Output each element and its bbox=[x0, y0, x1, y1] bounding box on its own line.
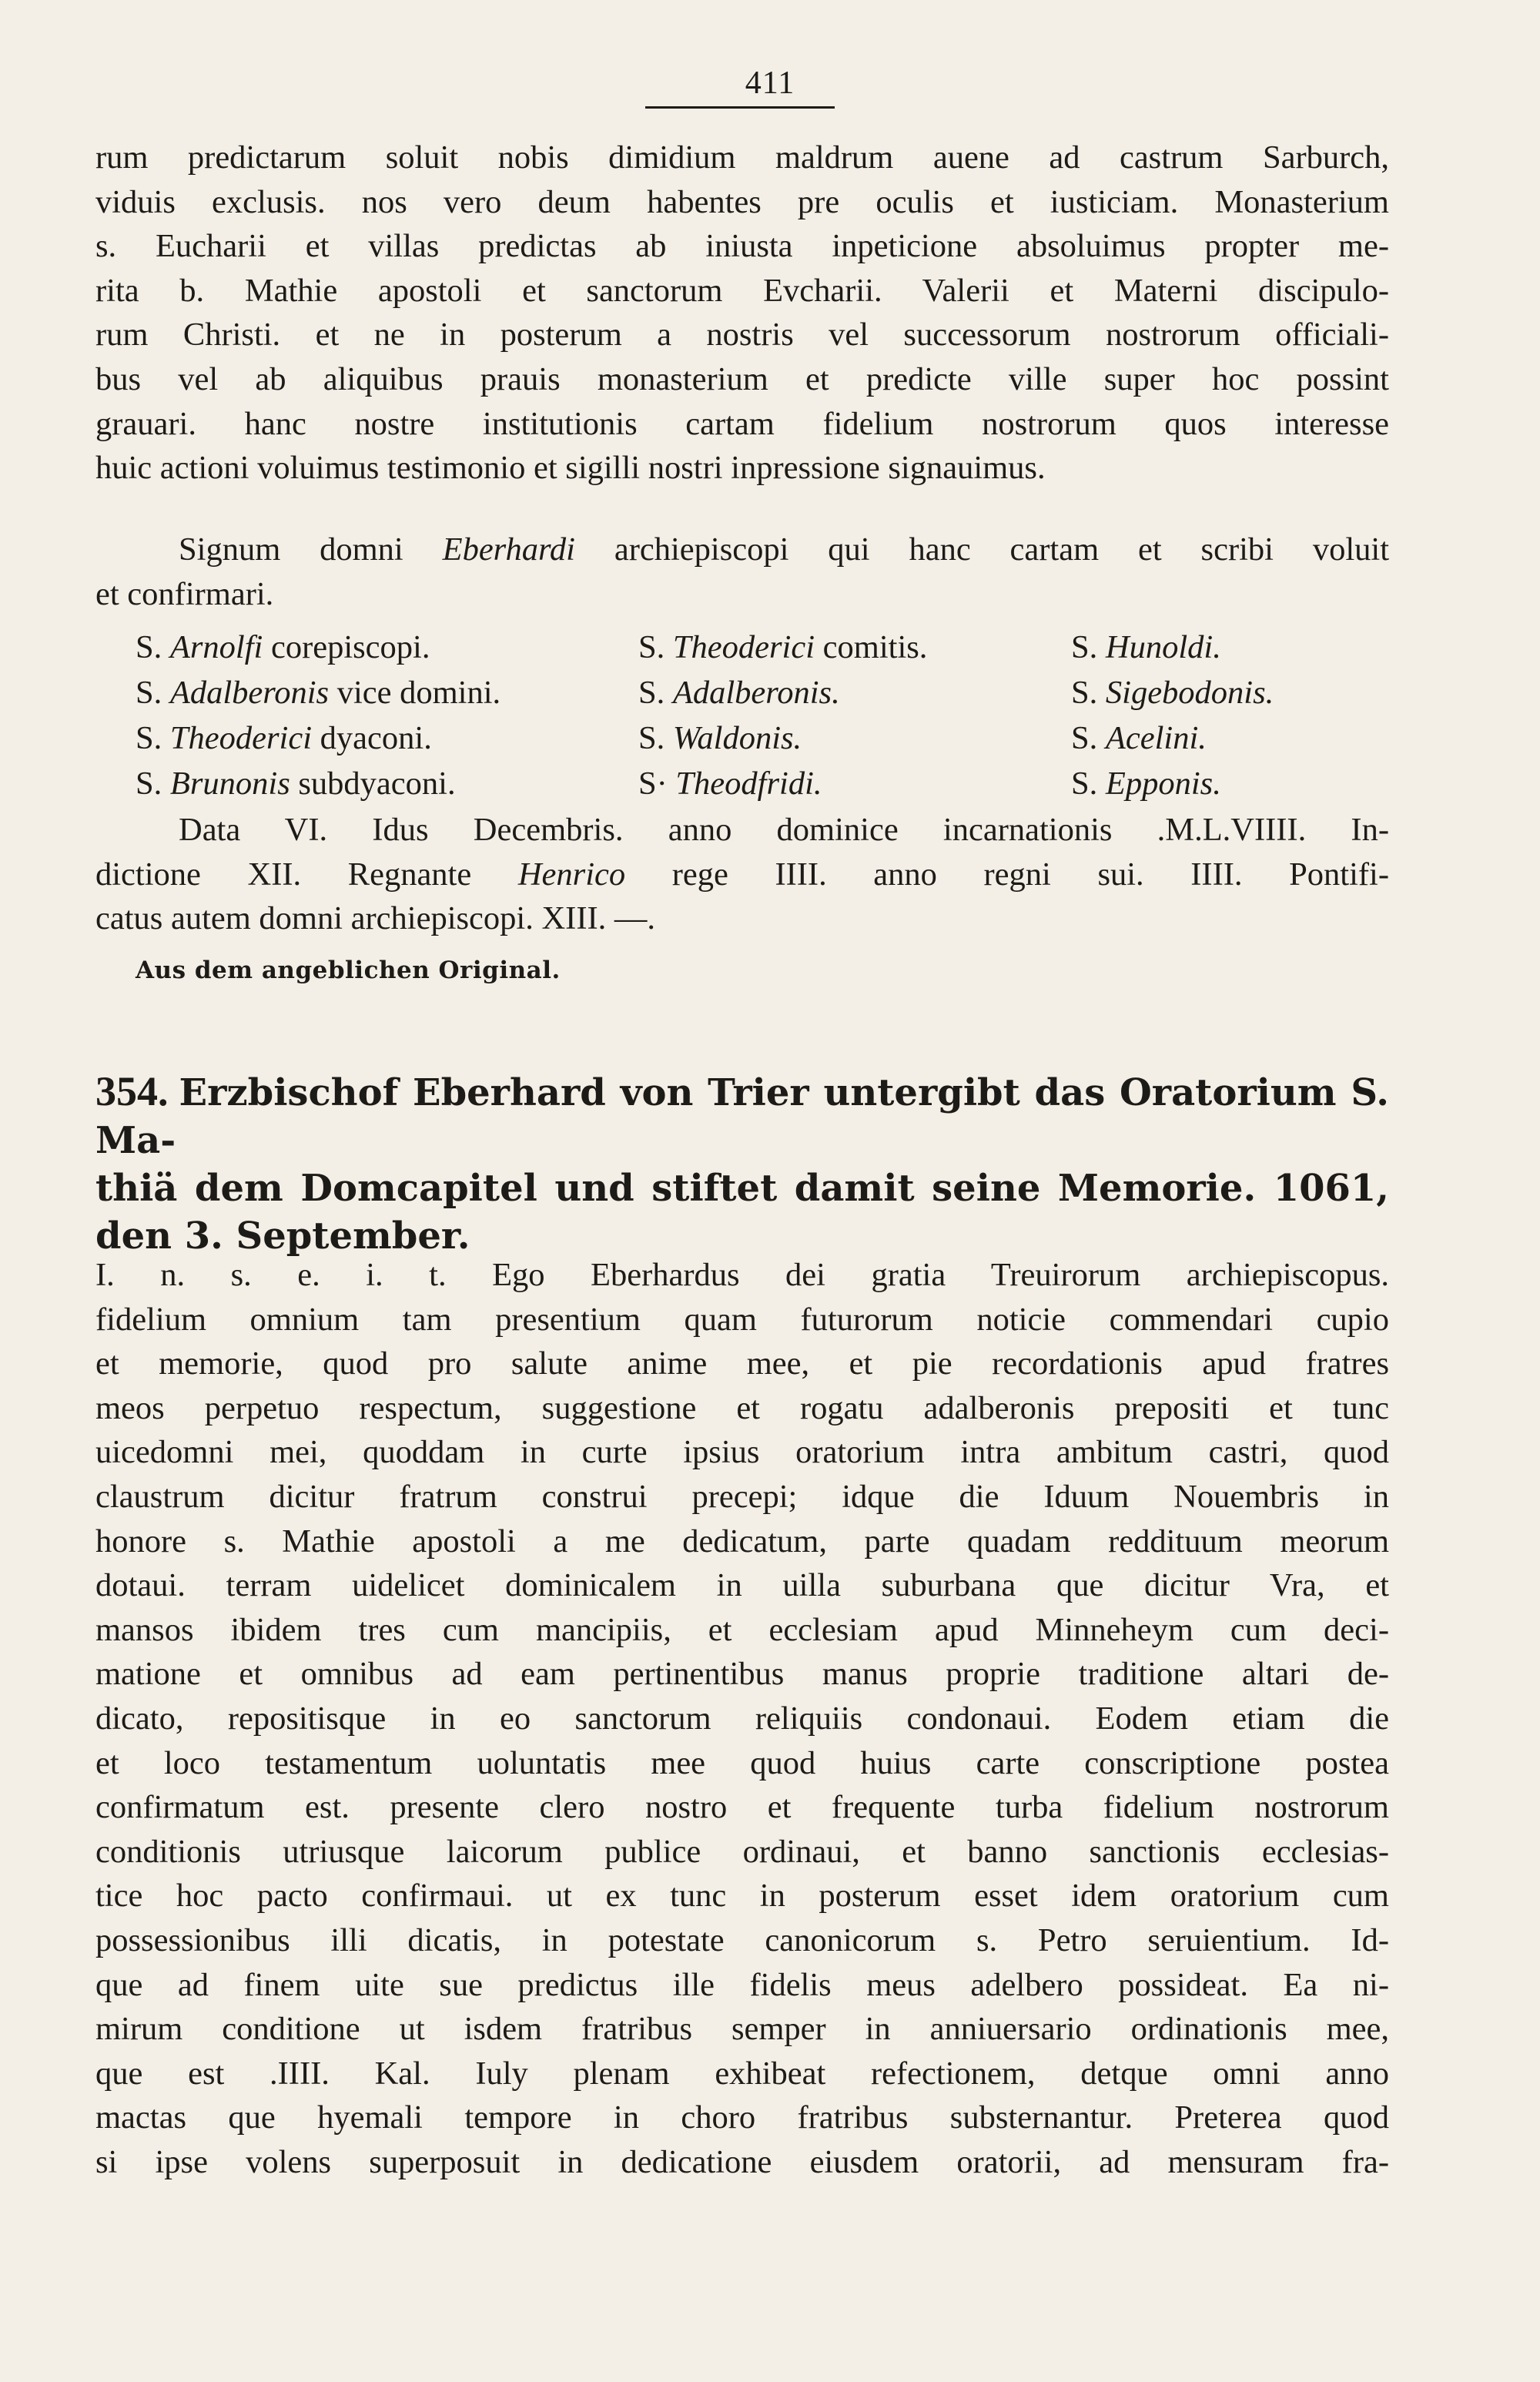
text-line: uicedomni mei, quoddam in curte ipsius oratorium intra ambitum castri, quod bbox=[95, 1434, 1389, 1471]
witness: S. Adalberonis. bbox=[638, 675, 840, 711]
witness: S. Brunonis subdyaconi. bbox=[136, 766, 456, 802]
heading-line: thiä dem Domcapitel und stiftet damit seine Memorie. 1061, bbox=[95, 1167, 1389, 1210]
text-line: claustrum dicitur fratrum construi precepi; idque die Iduum Nouembris in bbox=[95, 1478, 1389, 1515]
header-rule bbox=[645, 106, 835, 109]
text-line: grauari. hanc nostre institutionis cartam fidelium nostrorum quos interesse bbox=[95, 405, 1389, 442]
text-line: Data VI. Idus Decembris. anno dominice incarnationis .M.L.VIIII. In- bbox=[179, 812, 1389, 848]
text-line: possessionibus illi dicatis, in potestate canonicorum s. Petro seruientium. Id- bbox=[95, 1921, 1389, 1958]
text-line: bus vel ab aliquibus prauis monasterium et predicte ville super hoc possint bbox=[95, 360, 1389, 397]
text-line: dicato, repositisque in eo sanctorum reliquiis condonaui. Eodem etiam die bbox=[95, 1700, 1389, 1737]
text-line: que ad finem uite sue predictus ille fidelis meus adelbero possideat. Ea ni- bbox=[95, 1966, 1389, 2003]
text-line: confirmatum est. presente clero nostro et frequente turba fidelium nostrorum bbox=[95, 1789, 1389, 1826]
charter-text bbox=[95, 1253, 1389, 2184]
source-note: Aus dem angeblichen Original. bbox=[136, 956, 561, 984]
document-heading bbox=[95, 1067, 1389, 1260]
signum-name: Eberhardi bbox=[442, 531, 575, 568]
text-line: mactas que hyemali tempore in choro fratribus substernantur. Preterea quod bbox=[95, 2099, 1389, 2136]
text-line: tice hoc pacto confirmaui. ut ex tunc in posterum esset idem oratorium cum bbox=[95, 1878, 1389, 1915]
text-line: conditionis utriusque laicorum publice ordinaui, et banno sanctionis ecclesias- bbox=[95, 1833, 1389, 1870]
witness: S· Theodfridi. bbox=[638, 766, 822, 802]
signum-before: Signum domni bbox=[179, 531, 403, 568]
witness: S. Epponis. bbox=[1071, 766, 1221, 802]
witness: S. Acelini. bbox=[1071, 720, 1207, 756]
witness: S. Theoderici comitis. bbox=[638, 629, 928, 665]
signum-paragraph bbox=[95, 528, 1389, 616]
text-line: dotaui. terram uidelicet dominicalem in uilla suburbana que dicitur Vra, et bbox=[95, 1567, 1389, 1604]
witness-row bbox=[136, 670, 1337, 715]
text-line: huic actioni voluimus testimonio et sigilli nostri inpressione signauimus. bbox=[95, 450, 1046, 487]
heading-line: den 3. September. bbox=[95, 1214, 470, 1258]
text-line: et loco testamentum uoluntatis mee quod huius carte conscriptione postea bbox=[95, 1744, 1389, 1781]
witness: S. Adalberonis vice domini. bbox=[136, 675, 501, 711]
continuation-text bbox=[95, 136, 1389, 491]
text-line: mirum conditione ut isdem fratribus semper in anniuersario ordinationis mee, bbox=[95, 2011, 1389, 2048]
text-line: rum Christi. et ne in posterum a nostris vel successorum nostrorum officiali- bbox=[95, 317, 1389, 353]
text-line bbox=[95, 528, 1389, 572]
signum-after: archiepiscopi qui hanc cartam et scribi voluit bbox=[614, 531, 1390, 568]
text-line: rum predictarum soluit nobis dimidium maldrum auene ad castrum Sarburch, bbox=[95, 139, 1389, 176]
text-line: et confirmari. bbox=[95, 575, 274, 612]
witness: S. Sigebodonis. bbox=[1071, 675, 1274, 711]
witness-row bbox=[136, 761, 1337, 806]
text-line: fidelium omnium tam presentium quam futurorum noticie commendari cupio bbox=[95, 1301, 1389, 1338]
witness-row bbox=[136, 715, 1337, 761]
text-line: mansos ibidem tres cum mancipiis, et ecclesiam apud Minneheym cum deci- bbox=[95, 1611, 1389, 1648]
text-line: si ipse volens superposuit in dedicatione eiusdem oratorii, ad mensuram fra- bbox=[95, 2143, 1389, 2180]
text-line: dictione XII. Regnante Henrico rege IIII. anno regni sui. IIII. Pontifi- bbox=[95, 856, 1389, 893]
witness-row bbox=[136, 625, 1337, 670]
text-line: s. Eucharii et villas predictas ab iniusta inpeticione absoluimus propter me- bbox=[95, 228, 1389, 265]
text-line: et memorie, quod pro salute anime mee, et pie recordationis apud fratres bbox=[95, 1345, 1389, 1382]
witness: S. Hunoldi. bbox=[1071, 629, 1221, 665]
witness-list bbox=[136, 625, 1337, 806]
text-line: honore s. Mathie apostoli a me dedicatum, parte quadam reddituum meorum bbox=[95, 1523, 1389, 1560]
witness: S. Waldonis. bbox=[638, 720, 802, 756]
text-line: matione et omnibus ad eam pertinentibus manus proprie traditione altari de- bbox=[95, 1656, 1389, 1693]
witness: S. Theoderici dyaconi. bbox=[136, 720, 432, 756]
text-line: viduis exclusis. nos vero deum habentes pre oculis et iusticiam. Monasterium bbox=[95, 183, 1389, 220]
heading-line: 354. Erzbischof Eberhard von Trier untergibt das Oratorium S. Ma- bbox=[95, 1068, 1389, 1162]
page-number: 411 bbox=[745, 65, 795, 101]
text-line: rita b. Mathie apostoli et sanctorum Evcharii. Valerii et Materni discipulo- bbox=[95, 272, 1389, 309]
witness: S. Arnolfi corepiscopi. bbox=[136, 629, 430, 665]
text-line: que est .IIII. Kal. Iuly plenam exhibeat refectionem, detque omni anno bbox=[95, 2055, 1389, 2092]
text-line: I. n. s. e. i. t. Ego Eberhardus dei gratia Treuirorum archiepiscopus. bbox=[95, 1257, 1389, 1293]
dating-clause bbox=[95, 808, 1389, 941]
text-line: catus autem domni archiepiscopi. XIII. —. bbox=[95, 900, 656, 937]
text-line: meos perpetuo respectum, suggestione et rogatu adalberonis prepositi et tunc bbox=[95, 1389, 1389, 1426]
document-number: 354. bbox=[95, 1068, 169, 1114]
